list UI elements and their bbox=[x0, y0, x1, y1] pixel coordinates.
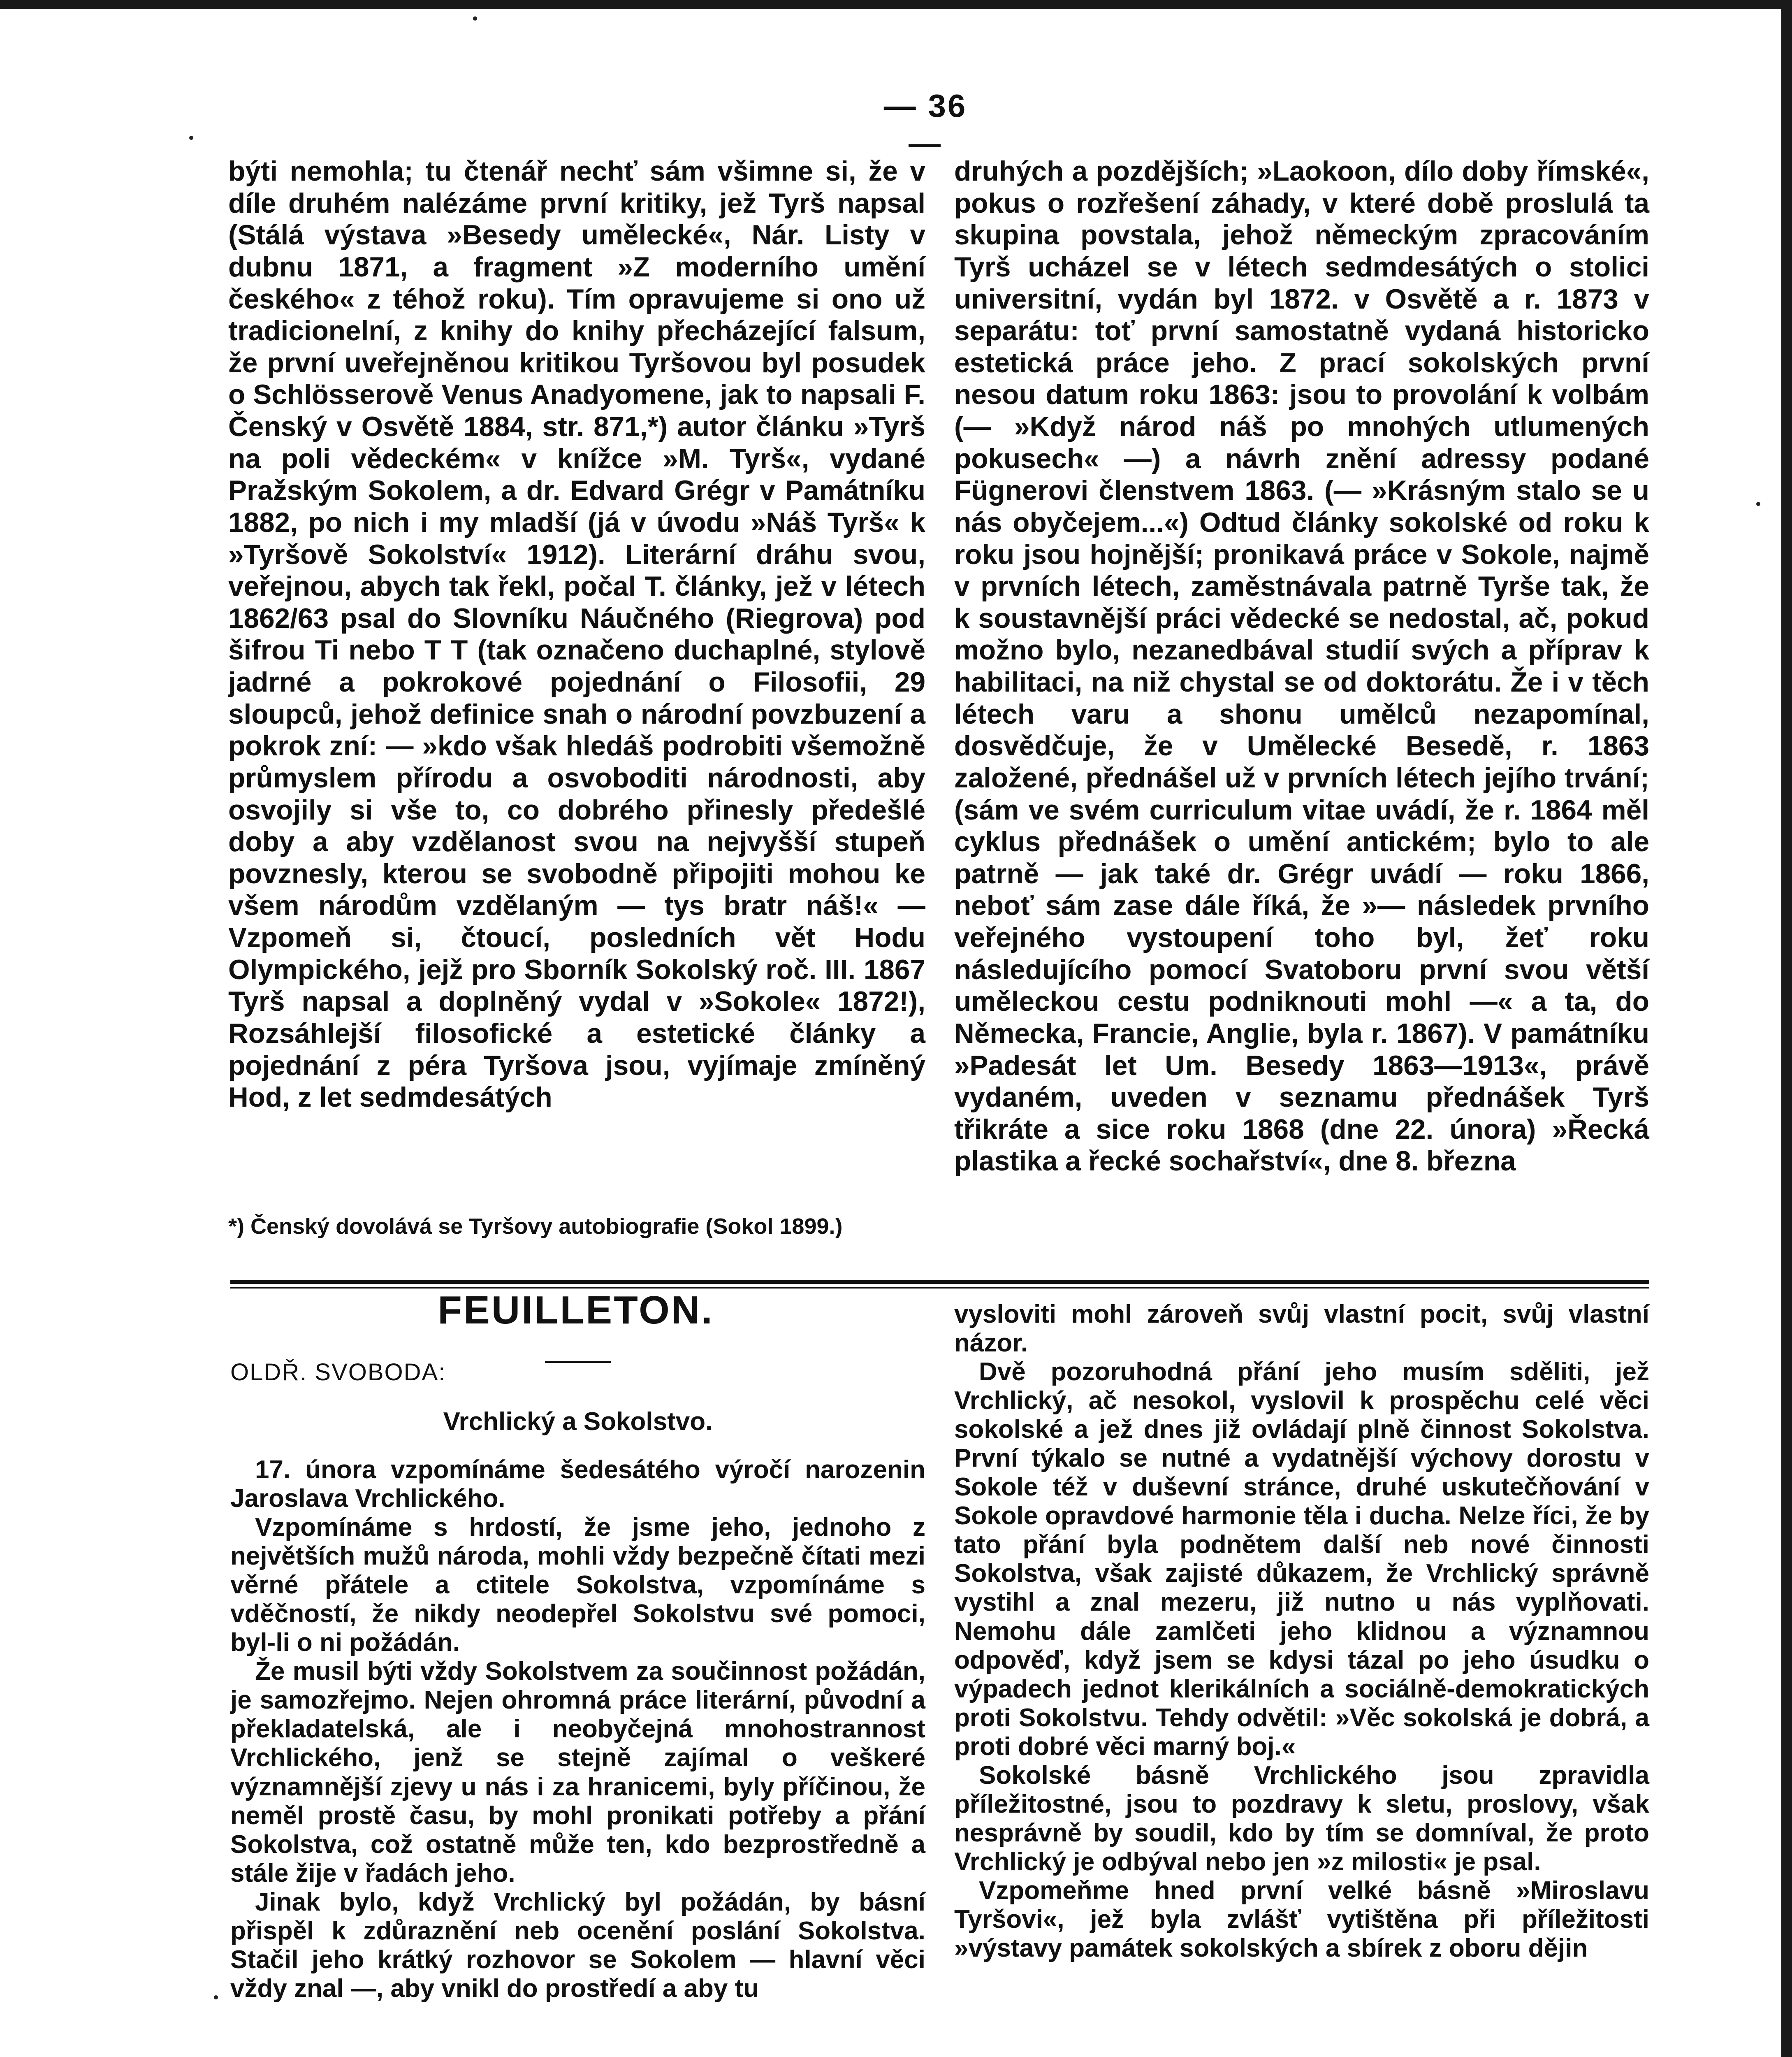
paragraph: Jinak bylo, když Vrchlický byl požádán, by básní přispěl k zdůraznění neb ocenění poslání Sokolstva. Stačil jeho krátký rozhovor se Sokolem — hlavní věci vždy znal —, aby vnikl do prostředí a aby tu bbox=[230, 1888, 925, 2003]
paragraph-continued: vysloviti mohl zároveň svůj vlastní pocit, svůj vlastní názor. bbox=[954, 1300, 1649, 1358]
paragraph: 17. února vzpomínáme šedesátého výročí narozenin Jaroslava Vrchlického. bbox=[230, 1456, 925, 1513]
scan-edge-top bbox=[0, 0, 1792, 9]
paragraph: Vzpomínáme s hrdostí, že jsme jeho, jednoho z největších mužů národa, mohli vždy bezpečně čítati mezi věrné přátele a ctitele Sokolstva, vzpomínáme s vděčností, že nikdy neodepřel Sokolstvu své pomoci, byl-li o ni požádán. bbox=[230, 1513, 925, 1657]
scan-edge-right bbox=[1781, 0, 1792, 2057]
feuilleton-column-left bbox=[230, 1456, 925, 2003]
scan-speck bbox=[214, 1995, 218, 1999]
body-text: býti nemohla; tu čtenář nechť sám všimne si, že v díle druhém nalézáme první kritiky, jež Tyrš napsal (Stálá výstava »Besedy umělecké«, Nár. Listy v dubnu 1871, a fragment »Z moderního umění českého« z téhož roku). Tím opravujeme si ono už tradicionelní, z knihy do knihy přecházející falsum, že první uveřejněnou kritikou Tyršovou byl posudek o Schlösserově Venus Anadyomene, jak to napsali F. Čenský v Osvětě 1884, str. 871,*) autor článku »Tyrš na poli vědeckém« v knížce »M. Tyrš«, vydané Pražským Sokolem, a dr. Edvard Grégr v Památníku 1882, po nich i my mladší (já v úvodu »Náš Tyrš« k »Tyršově Sokolství« 1912). Literární dráhu svou, veřejnou, abych tak řekl, počal T. články, jež v létech 1862/63 psal do Slovníku Náučného (Riegrova) pod šifrou Ti nebo T T (tak označeno duchaplné, stylově jadrné a pokrokové pojednání o Filosofii, 29 sloupců, jehož definice snah o národní povzbuzení a pokrok zní: — »kdo však hledáš podrobiti všemožně průmyslem přírodu a osvoboditi národnosti, aby osvojily si vše to, co dobrého přinesly předešlé doby a aby vzdělanost svou na nejvyšší stupeň povznesly, kterou se svobodně připojiti mohou ke všem národům vzdělaným — tys bratr náš!« — Vzpomeň si, čtoucí, posledních vět Hodu Olympického, jejž pro Sborník Sokolský roč. III. 1867 Tyrš napsal a doplněný vydal v »Sokole« 1872!), Rozsáhlejší filosofické a estetické články a pojednání z péra Tyršova jsou, vyjímaje zmíněný Hod, z let sedmdesátých bbox=[228, 156, 925, 1113]
scan-speck bbox=[189, 136, 193, 140]
article-title: Vrchlický a Sokolstvo. bbox=[443, 1407, 713, 1436]
paragraph: Dvě pozoruhodná přání jeho musím sděliti, jež Vrchlický, ač nesokol, vyslovil k prospěchu celé věci sokolské a jež dnes již ovládají plně činnost Sokolstva. První týkalo se nutné a vydatnější výchovy dorostu v Sokole též v duševní stránce, druhé uskutečňování v Sokole opravdové harmonie těla i ducha. Nelze říci, že by tato přání byla podnětem další neb nové činnosti Sokolstva, však zajisté důkazem, že Vrchlický správně vystihl a znal mezeru, již nutno u nás vyplňovati. Nemohu dále zamlčeti jeho klidnou a významnou odpověď, když jsem se kdysi tázal po jeho úsudku o výpadech jednot klerikálních a sociálně-demokratických proti Sokolstvu. Tehdy odvětil: »Věc sokolská je dobrá, a proti dobré věci marný boj.« bbox=[954, 1358, 1649, 1761]
page-number: — 36 — bbox=[883, 88, 967, 161]
feuilleton-column-right bbox=[954, 1300, 1649, 1963]
feuilleton-heading: FEUILLETON. bbox=[438, 1288, 714, 1332]
author-name: OLDŘ. SVOBODA: bbox=[230, 1359, 446, 1386]
paragraph: Že musil býti vždy Sokolstvem za součinnost požádán, je samozřejmo. Nejen ohromná práce literární, původní a překladatelská, ale i neobyčejná mnohostrannost Vrchlického, jenž se stejně zajímal o veškeré významnější zjevy u nás i za hranicemi, byly příčinou, že neměl prostě času, by mohl pronikati potřeby a přání Sokolstva, což ostatně může ten, kdo bezprostředně a stále žije v řadách jeho. bbox=[230, 1657, 925, 1888]
footnote: *) Čenský dovolává se Tyršovy autobiografie (Sokol 1899.) bbox=[228, 1214, 843, 1239]
article-column-top-left bbox=[228, 156, 925, 1114]
section-divider bbox=[230, 1280, 1649, 1284]
paragraph: Vzpomeňme hned první velké básně »Miroslavu Tyršovi«, jež byla zvlášť vytištěna při příležitosti »výstavy památek sokolských a sbírek z oboru dějin bbox=[954, 1876, 1649, 1963]
body-text: druhých a pozdějších; »Laokoon, dílo doby římské«, pokus o rozřešení záhady, v které době proslulá ta skupina povstala, jehož německým zpracováním Tyrš ucházel se v létech sedmdesátých o stolici universitní, vydán byl 1872. v Osvětě a r. 1873 v separátu: toť první samostatně vydaná historicko estetická práce jeho. Z prací sokolských první nesou datum roku 1863: jsou to provolání k volbám (— »Když národ náš po mnohých utlumených pokusech« —) a návrh znění adressy podané Fügnerovi členstvem 1863. (— »Krásným stalo se u nás obyčejem...«) Odtud články sokolské od roku k roku jsou hojnější; pronikavá práce v Sokole, najmě v prvních létech, zaměstnávala patrně Tyrše tak, že k soustavnější práci vědecké se nedostal, ač, pokud možno bylo, nezanedbával studií svých a příprav k habilitaci, na niž chystal se od doktorátu. Že i v těch létech varu a shonu umělců nezapomínal, dosvědčuje, že v Umělecké Besedě, r. 1863 založené, přednášel už v prvních létech jejího trvání; (sám ve svém curriculum vitae uvádí, že r. 1864 měl cyklus přednášek o umění antickém; bylo to ale patrně — jak také dr. Grégr uvádí — roku 1866, neboť sám zase dále říká, že »— následek prvního veřejného vystoupení toho byl, žeť roku následujícího pomocí Svatoboru první svou větší uměleckou cestu podniknouti mohl —« a ta, do Německa, Francie, Anglie, byla r. 1867). V památníku »Padesát let Um. Besedy 1863—1913«, právě vydaném, uveden v seznamu přednášek Tyrš třikráte a sice roku 1868 (dne 22. února) »Řecká plastika a řecké sochařství«, dne 8. března bbox=[954, 156, 1649, 1177]
scan-speck bbox=[473, 16, 477, 21]
article-column-top-right bbox=[954, 156, 1649, 1177]
paragraph: Sokolské básně Vrchlického jsou zpravidla příležitostné, jsou to pozdravy k sletu, proslovy, však nesprávně by soudil, kdo by tím se domníval, že proto Vrchlický je odbýval nebo jen »z milosti« je psal. bbox=[954, 1761, 1649, 1876]
title-underline bbox=[545, 1361, 611, 1363]
scan-speck bbox=[1756, 502, 1760, 506]
